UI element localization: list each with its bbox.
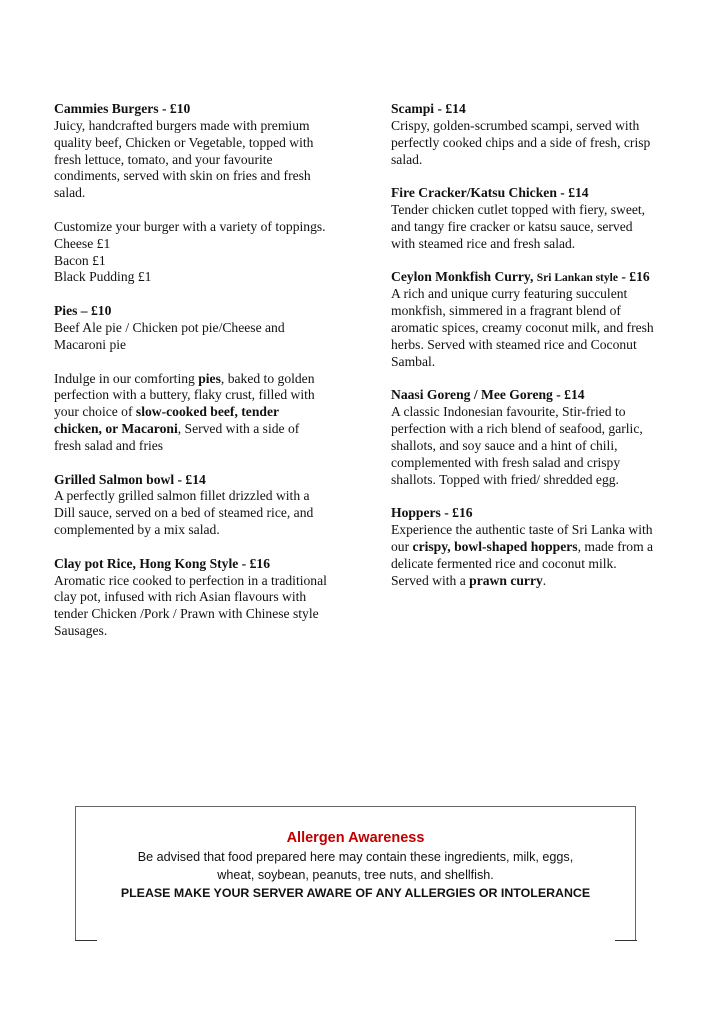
text-segment: fresh lettuce, tomato, and your favourite <box>54 151 273 167</box>
menu-text-line <box>54 505 327 522</box>
text-segment: Tender chicken cutlet topped with fiery, sweet, <box>391 202 646 218</box>
emphasis-text: Clay pot Rice, Hong Kong Style - £16 <box>54 555 270 571</box>
emphasis-text: Naasi Goreng / Mee Goreng - £14 <box>391 387 585 403</box>
emphasis-text: pies <box>198 370 221 386</box>
text-segment: fresh salad and fries <box>54 437 164 453</box>
text-segment: clay pot, infused with rich Asian flavours with <box>54 589 307 605</box>
text-segment: salad. <box>54 185 86 201</box>
blank-line <box>54 202 327 219</box>
text-segment: Indulge in our comforting <box>54 370 199 386</box>
text-segment: , made from a <box>577 538 654 554</box>
menu-text-line <box>391 303 654 320</box>
blank-line <box>54 539 327 556</box>
menu-text-line <box>391 320 654 337</box>
emphasis-text: Pies – £10 <box>54 303 112 319</box>
menu-text-line <box>391 472 654 489</box>
menu-text-line <box>391 522 654 539</box>
text-segment: your choice of <box>54 404 136 420</box>
text-segment: complemented with fresh salad and crispy <box>391 454 621 470</box>
text-segment: Crispy, golden-scrumbed scampi, served with <box>391 117 640 133</box>
emphasis-text: prawn curry <box>469 572 543 588</box>
menu-text-line <box>391 404 654 421</box>
menu-text-line <box>391 118 654 135</box>
text-segment: perfection with a rich blend of seafood, garlic, <box>391 421 643 437</box>
blank-line <box>391 253 654 270</box>
menu-text-line <box>391 438 654 455</box>
emphasis-text: slow-cooked beef, tender <box>135 404 280 420</box>
menu-text-line <box>54 488 327 505</box>
emphasis-text: Sri Lankan style <box>536 272 618 285</box>
blank-line <box>391 371 654 388</box>
blank-line <box>54 354 327 371</box>
menu-text-line <box>54 135 327 152</box>
text-segment: Dill sauce, served on a bed of steamed rice, and <box>54 505 314 521</box>
allergen-text-line: wheat, soybean, peanuts, tree nuts, and shellfish. <box>217 868 494 882</box>
menu-text-line <box>391 152 654 169</box>
text-segment: A perfectly grilled salmon fillet drizzled with a <box>54 488 310 504</box>
menu-text-line <box>391 135 654 152</box>
blank-line <box>391 488 654 505</box>
menu-text-line <box>391 354 654 371</box>
allergen-warning: PLEASE MAKE YOUR SERVER AWARE OF ANY ALLERGIES OR INTOLERANCE <box>120 886 591 900</box>
text-segment: . <box>542 572 547 588</box>
emphasis-text: crispy, bowl-shaped hoppers <box>412 538 578 554</box>
menu-text-line <box>391 455 654 472</box>
text-segment: Customize your burger with a variety of toppings. <box>54 218 326 234</box>
menu-text-line <box>391 337 654 354</box>
emphasis-text: chicken, or Macaroni <box>54 421 178 437</box>
text-segment: shallots. Topped with fried/ shredded egg. <box>391 471 619 487</box>
text-segment: with steamed rice and fresh salad. <box>391 235 576 251</box>
menu-text-line <box>54 573 327 590</box>
menu-text-line <box>391 421 654 438</box>
text-segment: salad. <box>391 151 423 167</box>
menu-text-line <box>54 522 327 539</box>
text-segment: Black Pudding £1 <box>54 269 152 285</box>
menu-text-line <box>54 404 327 421</box>
text-segment: complemented by a mix salad. <box>54 522 220 538</box>
menu-item-heading <box>391 387 654 404</box>
menu-text-line <box>54 421 327 438</box>
emphasis-text: Hoppers - £16 <box>391 505 473 521</box>
menu-item-heading <box>54 472 327 489</box>
menu-item-heading <box>391 101 654 118</box>
menu-text-line <box>391 539 654 556</box>
menu-text-line <box>54 253 327 270</box>
menu-text-line <box>54 269 327 286</box>
allergen-text-line: Be advised that food prepared here may contain these ingredients, milk, eggs, <box>137 850 574 864</box>
menu-item-heading <box>54 101 327 118</box>
menu-right-column <box>391 101 654 589</box>
text-segment: aromatic spices, creamy coconut milk, and fresh <box>391 319 654 335</box>
menu-text-line <box>54 371 327 388</box>
text-segment: Experience the authentic taste of Sri Lanka with <box>391 522 653 538</box>
menu-text-line <box>54 236 327 253</box>
menu-item-heading <box>54 303 327 320</box>
emphasis-text: Scampi - £14 <box>391 101 466 116</box>
text-segment: Bacon £1 <box>54 252 106 268</box>
menu-text-line <box>54 387 327 404</box>
allergen-notice-box <box>75 806 636 940</box>
menu-text-line <box>54 606 327 623</box>
text-segment: perfectly cooked chips and a side of fresh, crisp <box>391 134 651 150</box>
text-segment: Cheese £1 <box>54 235 111 251</box>
text-segment: , baked to golden <box>220 370 315 386</box>
blank-line <box>54 455 327 472</box>
text-segment: herbs. Served with steamed rice and Coconut <box>391 336 637 352</box>
text-segment: Beef Ale pie / Chicken pot pie/Cheese and <box>54 319 285 335</box>
menu-item-heading <box>54 556 327 573</box>
menu-text-line <box>54 589 327 606</box>
text-segment: A rich and unique curry featuring succulent <box>391 286 628 302</box>
allergen-title: Allergen Awareness <box>286 830 425 846</box>
menu-text-line <box>54 185 327 202</box>
emphasis-text: Fire Cracker/Katsu Chicken - £14 <box>391 185 589 201</box>
text-segment: perfection with a buttery, flaky crust, filled with <box>54 387 315 403</box>
border-corner-left <box>75 940 97 941</box>
menu-item-heading <box>391 505 654 522</box>
border-corner-right <box>615 940 637 941</box>
text-segment: Sambal. <box>391 353 436 369</box>
emphasis-text: Ceylon Monkfish Curry, <box>391 269 537 285</box>
text-segment: Juicy, handcrafted burgers made with premium <box>54 117 310 133</box>
text-segment: monkfish, simmered in a fragrant blend of <box>391 303 621 319</box>
menu-text-line <box>54 219 327 236</box>
menu-text-line <box>391 573 654 590</box>
text-segment: and tangy fire cracker or katsu sauce, served <box>391 218 633 234</box>
menu-text-line <box>54 168 327 185</box>
text-segment: delicate fermented rice and coconut milk. <box>391 555 617 571</box>
menu-item-heading <box>391 185 654 202</box>
blank-line <box>391 168 654 185</box>
text-segment: Aromatic rice cooked to perfection in a traditional <box>54 572 327 588</box>
menu-text-line <box>391 236 654 253</box>
menu-text-line <box>391 286 654 303</box>
text-segment: Sausages. <box>54 623 108 639</box>
menu-text-line <box>54 438 327 455</box>
blank-line <box>54 286 327 303</box>
menu-text-line <box>54 118 327 135</box>
text-segment: Macaroni pie <box>54 336 127 352</box>
text-segment: A classic Indonesian favourite, Stir-fried to <box>391 404 626 420</box>
text-segment: condiments, served with skin on fries and fresh <box>54 168 311 184</box>
text-segment: our <box>391 538 413 554</box>
menu-text-line <box>54 623 327 640</box>
menu-text-line <box>54 337 327 354</box>
menu-left-column <box>54 101 327 640</box>
emphasis-text: Cammies Burgers - £10 <box>54 101 191 116</box>
menu-text-line <box>391 202 654 219</box>
menu-text-line <box>54 320 327 337</box>
text-segment: shallots, and soy sauce and a hint of chili, <box>391 437 618 453</box>
text-segment: tender Chicken /Pork / Prawn with Chinese style <box>54 606 319 622</box>
menu-text-line <box>391 219 654 236</box>
menu-text-line <box>54 152 327 169</box>
emphasis-text: Grilled Salmon bowl - £14 <box>54 471 206 487</box>
menu-text-line <box>391 556 654 573</box>
menu-item-heading <box>391 269 654 286</box>
emphasis-text: - £16 <box>617 269 650 285</box>
text-segment: quality beef, Chicken or Vegetable, topped with <box>54 134 314 150</box>
text-segment: Served with a <box>391 572 470 588</box>
text-segment: , Served with a side of <box>177 421 300 437</box>
